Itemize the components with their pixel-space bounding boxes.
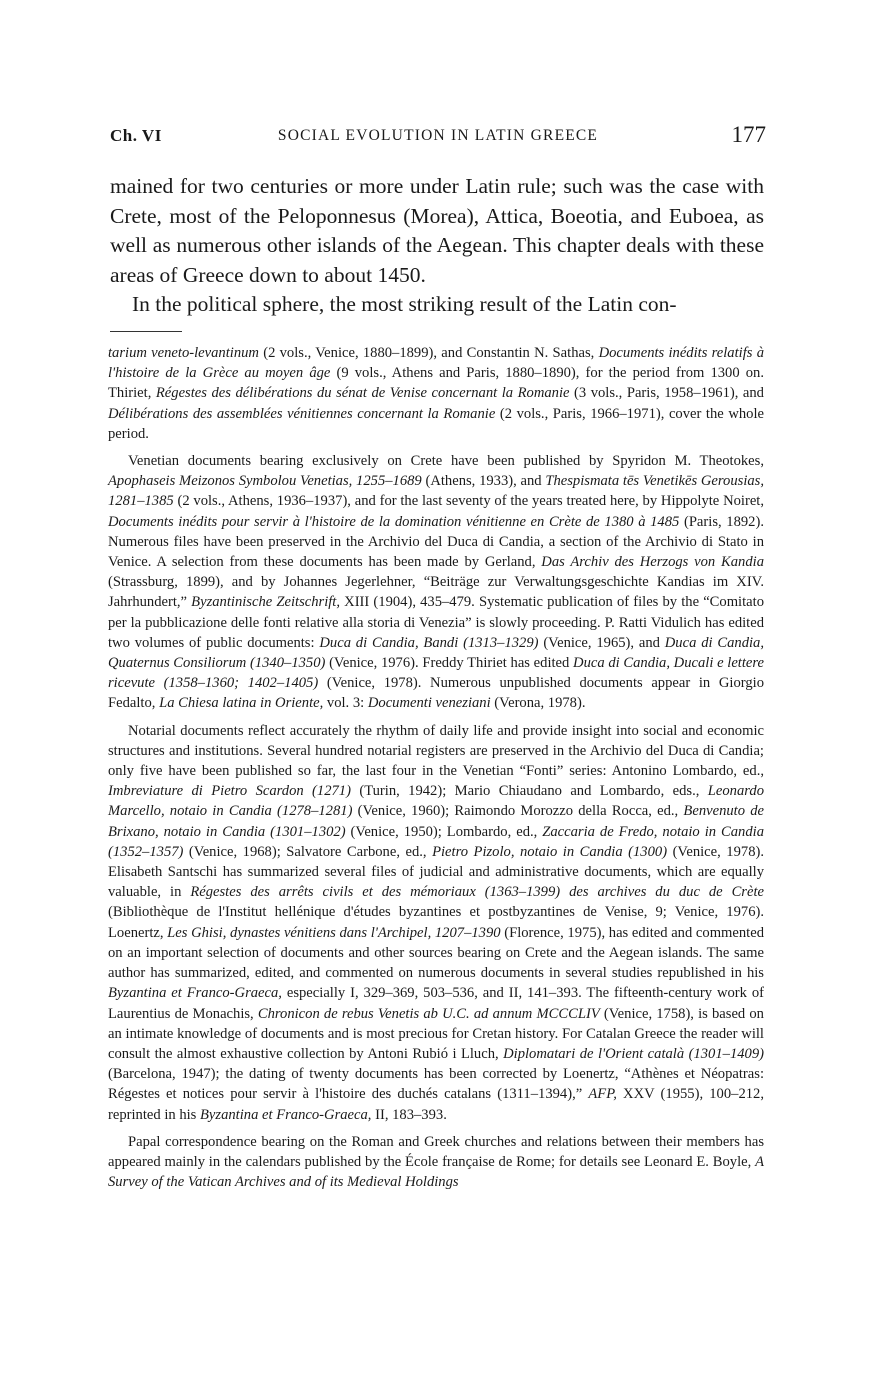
- italic-run: Documenti veneziani: [367, 695, 491, 712]
- text-run: (Turin, 1942); Mario Chiaudano and Lombardo, eds.,: [350, 783, 708, 800]
- text-run: (Verona, 1978).: [490, 695, 586, 712]
- text-run: (Barcelona, 1947); the dating of twenty documents has been corrected by Loenertz, “Athènes et Néopatras: Régestes et notices pour servir à l'histoire des duchés catalans (1311–1394),”: [108, 1066, 764, 1103]
- text-run: (Paris, 1892). Numerous files have been preserved in the Archivio del Duca di Candia, a section of the Archivio di Stato in Venice. A selection from these documents has been made by Gerland,: [108, 513, 764, 571]
- text-run: Venetian documents bearing exclusively on Crete have been published by Spyridon M. Theotokes,: [128, 453, 764, 470]
- italic-run: Byzantina et Franco-Graeca,: [108, 985, 282, 1002]
- italic-run: Thespismata tēs Venetikēs Gerousias, 1281–1385: [108, 473, 765, 510]
- footnote-paragraph: [108, 1132, 764, 1193]
- italic-run: Byzantina et Franco-Graeca,: [200, 1106, 372, 1123]
- text-run: especially I, 329–369, 503–536, and II, 141–393. The fifteenth-century work of Laurentius de Monachis,: [108, 985, 765, 1022]
- italic-run: AFP,: [588, 1086, 617, 1103]
- body-text: [110, 172, 764, 320]
- italic-run: Chronicon de rebus Venetis ab U.C. ad annum MCCCLIV: [257, 1005, 600, 1022]
- text-run: (Venice, 1965), and: [538, 634, 665, 651]
- text-run: (Venice, 1960); Raimondo Morozzo della Rocca, ed.,: [352, 803, 684, 820]
- text-run: (Venice, 1950); Lombardo, ed.,: [345, 823, 543, 840]
- text-run: (Venice, 1758), is based on an intimate knowledge of documents and is most precious for Cretan history. For Catalan Greece the reader will consult the almost exhaustive collection by Antoni Rubió i Lluch,: [108, 1005, 764, 1062]
- italic-run: Leonardo Marcello, notaio in Candia (1278–1281): [108, 783, 764, 820]
- text-run: II, 183–393.: [371, 1106, 447, 1123]
- footnote-rule: [110, 331, 182, 332]
- text-run: vol. 3:: [323, 695, 368, 712]
- text-run: (Strassburg, 1899), and by Johannes Jegerlehner, “Beiträge zur Verwaltungsgeschichte Kandias im XIV. Jahrhundert,”: [108, 574, 764, 611]
- italic-run: Diplomatari de l'Orient català (1301–1409): [503, 1045, 764, 1062]
- text-run: (Venice, 1978). Numerous unpublished documents appear in Giorgio Fedalto,: [108, 675, 764, 712]
- italic-run: Imbreviature di Pietro Scardon (1271): [108, 783, 351, 800]
- italic-run: Apophaseis Meizonos Symbolou Venetias, 1255–1689: [108, 473, 422, 490]
- italic-run: Documents inédits relatifs à l'histoire de la Grèce au moyen âge: [108, 345, 765, 382]
- italic-run: Délibérations des assemblées vénitiennes concernant la Romanie: [108, 405, 496, 422]
- text-run: Papal correspondence bearing on the Roman and Greek churches and relations between their members has appeared mainly in the calendars published by the École française de Rome; for details see Leonard E. Boyle,: [108, 1133, 764, 1170]
- italic-run: Duca di Candia, Quaternus Consiliorum (1340–1350): [108, 634, 764, 672]
- italic-run: Byzantinische Zeitschrift,: [191, 594, 341, 611]
- italic-run: tarium veneto-levantinum: [108, 345, 259, 361]
- text-run: (Venice, 1976). Freddy Thiriet has edited: [325, 655, 574, 672]
- text-run: (Athens, 1933), and: [421, 473, 546, 490]
- running-title: SOCIAL EVOLUTION IN LATIN GREECE: [277, 127, 599, 144]
- text-run: (2 vols., Venice, 1880–1899), and Constantin N. Sathas,: [258, 345, 599, 361]
- italic-run: Documents inédits pour servir à l'histoire de la domination vénitienne en Crète de 1380 à 1485: [108, 513, 680, 530]
- italic-run: Duca di Candia, Ducali e lettere ricevute (1358–1360; 1402–1405): [108, 655, 764, 692]
- italic-run: A Survey of the Vatican Archives and of its Medieval Holdings: [108, 1153, 764, 1191]
- body-paragraph-2: In the political sphere, the most striking result of the Latin con-: [132, 292, 677, 316]
- italic-run: Duca di Candia, Bandi (1313–1329): [319, 634, 539, 651]
- text-run: (Venice, 1978). Elisabeth Santschi has summarized several files of judicial and administrative documents, which are equally valuable, in: [108, 843, 764, 901]
- text-run: Notarial documents reflect accurately the rhythm of daily life and provide insight into social and economic structures and institutions. Several hundred notarial registers are preserved in the Archivio del Duca di Candia; only five have been published so far, the last four in the Venetian “Fonti” series: Antonino Lombardo, ed.,: [108, 722, 764, 780]
- text-run: (2 vols., Athens, 1936–1937), and for the last seventy of the years treated here, by Hippolyte Noiret,: [173, 493, 764, 510]
- footnote-paragraph: [108, 343, 764, 444]
- italic-run: Régestes des arrêts civils et des mémoriaux (1363–1399) des archives du duc de Crète: [190, 884, 764, 901]
- italic-run: Benvenuto de Brixano, notaio in Candia (1301–1302): [108, 803, 764, 840]
- text-run: XXV (1955), 100–212, reprinted in his: [108, 1086, 764, 1123]
- italic-run: Das Archiv des Herzogs von Kandia: [541, 554, 764, 571]
- footnote-paragraph: [108, 721, 764, 1125]
- italic-run: Pietro Pizolo, notaio in Candia (1300): [432, 843, 668, 860]
- footnotes: [108, 343, 764, 1199]
- italic-run: La Chiesa latina in Oriente,: [159, 695, 324, 712]
- text-run: (3 vols., Paris, 1958–1961), and: [569, 385, 764, 402]
- text-run: XIII (1904), 435–479. Systematic publication of files by the “Comitato per la pubblicazione delle fonti relative alla storia di Venezia” is slowly proceeding. P. Ratti Vidulich has edited two volumes of public documents:: [108, 594, 764, 651]
- italic-run: Zaccaria de Fredo, notaio in Candia (1352–1357): [108, 823, 764, 860]
- italic-run: Les Ghisi, dynastes vénitiens dans l'Archipel, 1207–1390: [167, 924, 501, 941]
- chapter-label: Ch. VI: [110, 126, 162, 145]
- page-number: 177: [731, 122, 766, 147]
- running-head: [110, 122, 766, 152]
- body-paragraph-1: mained for two centuries or more under Latin rule; such was the case with Crete, most of the Peloponnesus (Morea), Attica, Boeotia, and Euboea, as well as numerous other islands of the Aegean. This chapter deals with these areas of Greece down to about 1450.: [110, 174, 764, 287]
- text-run: (9 vols., Athens and Paris, 1880–1890), for the period from 1300 on. Thiriet,: [108, 365, 764, 402]
- text-run: (Bibliothèque de l'Institut hellénique d'études byzantines et postbyzantines de Venise, 9; Venice, 1976). Loenertz,: [108, 904, 764, 941]
- text-run: (Venice, 1968); Salvatore Carbone, ed.,: [183, 843, 433, 860]
- text-run: (Florence, 1975), has edited and commented on an important selection of documents and other sources bearing on Crete and the Aegean islands. The same author has summarized, edited, and commented on numerous documents in several studies republished in his: [108, 924, 765, 982]
- footnote-paragraph: [108, 451, 764, 714]
- italic-run: Régestes des délibérations du sénat de Venise concernant la Romanie: [155, 385, 570, 402]
- text-run: (2 vols., Paris, 1966–1971), cover the whole period.: [108, 405, 764, 442]
